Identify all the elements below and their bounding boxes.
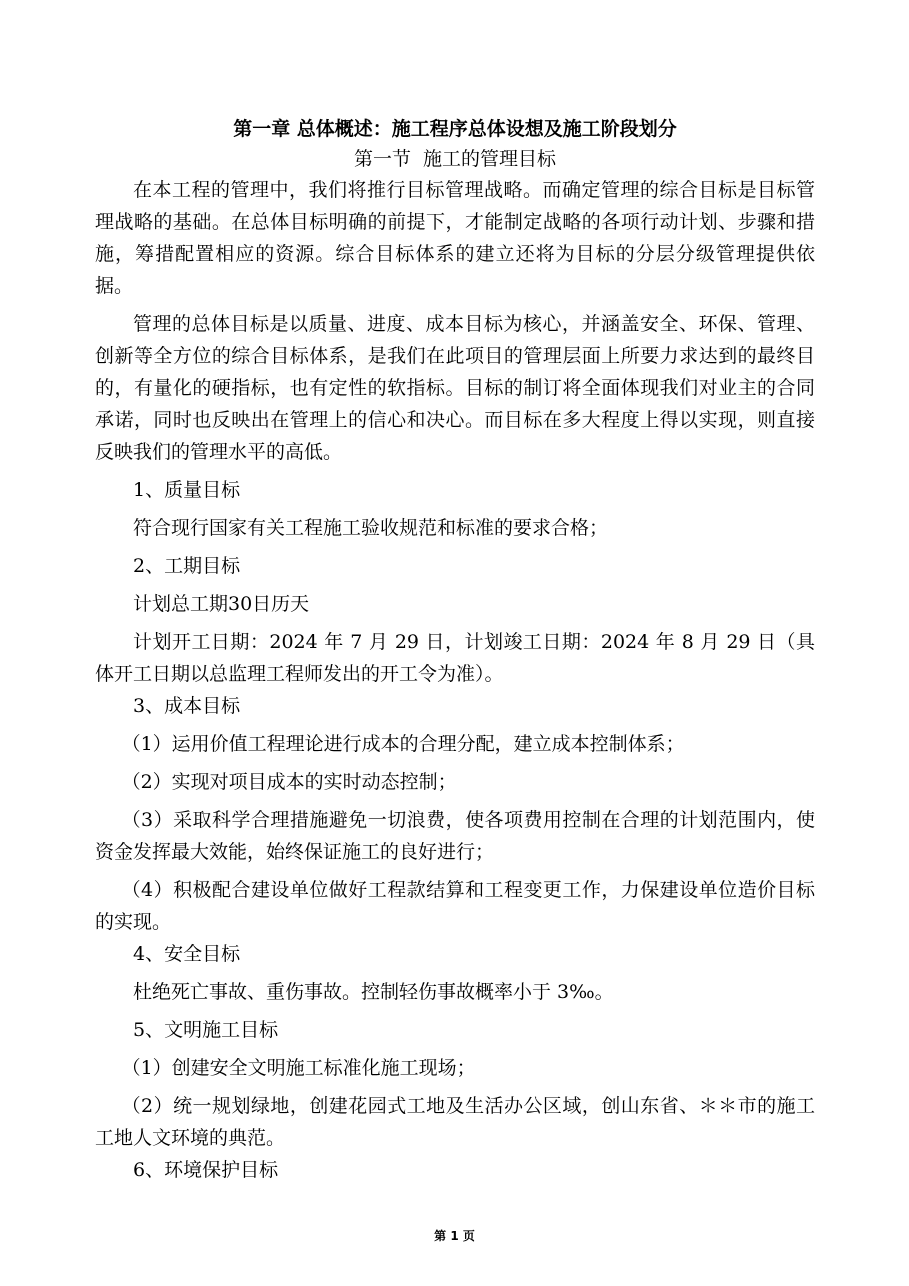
- civil-goal-heading: 5、文明施工目标: [133, 1019, 279, 1041]
- overall-goal-paragraph: 管理的总体目标是以质量、进度、成本目标为核心，并涵盖安全、环保、管理、创新等全方位的综合目标体系，是我们在此项目的管理层面上所要力求达到的最终目的，有量化的硬指标，也有定性的软指标。目标的制订将全面体现我们对业主的合同承诺，同时也反映出在管理上的信心和决心。而目标在多大程度上得以实现，则直接反映我们的管理水平的高低。: [95, 313, 815, 463]
- section-name: 施工的管理目标: [423, 148, 557, 170]
- document-page: [95, 114, 815, 1186]
- chapter-title: 第一章 总体概述：施工程序总体设想及施工阶段划分: [233, 118, 677, 140]
- safety-goal-heading: 4、安全目标: [133, 943, 241, 965]
- cost-goal-heading: 3、成本目标: [133, 695, 241, 717]
- page-number: 第 1 页: [434, 1229, 475, 1243]
- schedule-goal-heading: 2、工期目标: [133, 555, 241, 577]
- quality-goal-text: 符合现行国家有关工程施工验收规范和标准的要求合格；: [133, 517, 609, 539]
- cost-goal-item-3: （3）采取科学合理措施避免一切浪费，使各项费用控制在合理的计划范围内，使资金发挥最大效能，始终保证施工的良好进行；: [95, 809, 815, 863]
- environment-goal-heading: 6、环境保护目标: [133, 1159, 279, 1181]
- civil-goal-item-1: （1）创建安全文明施工标准化施工现场；: [121, 1057, 476, 1079]
- schedule-total-text: 计划总工期30日历天: [133, 593, 310, 615]
- schedule-dates-text: 计划开工日期：2024 年 7 月 29 日，计划竣工日期：2024 年 8 月 29 日（具 体开工日期以总监理工程师发出的开工令为准）。: [95, 631, 815, 685]
- cost-goal-item-4: （4）积极配合建设单位做好工程款结算和工程变更工作，力保建设单位造价目标的实现。: [95, 879, 815, 933]
- cost-goal-item-2: （2）实现对项目成本的实时动态控制；: [121, 771, 457, 793]
- cost-goal-item-1: （1）运用价值工程理论进行成本的合理分配，建立成本控制体系；: [121, 733, 685, 755]
- section-title: [95, 144, 815, 174]
- safety-goal-text: 杜绝死亡事故、重伤事故。控制轻伤事故概率小于 3‰。: [133, 981, 614, 1003]
- civil-goal-item-2: （2）统一规划绿地，创建花园式工地及生活办公区域，创山东省、＊＊市的施工工地人文环境的典范。: [95, 1095, 815, 1149]
- intro-paragraph: 在本工程的管理中，我们将推行目标管理战略。而确定管理的综合目标是目标管理战略的基础。在总体目标明确的前提下，才能制定战略的各项行动计划、步骤和措施，筹措配置相应的资源。综合目标体系的建立还将为目标的分层分级管理提供依据。: [95, 179, 815, 297]
- section-number: 第一节: [353, 148, 411, 170]
- quality-goal-heading: 1、质量目标: [133, 479, 241, 501]
